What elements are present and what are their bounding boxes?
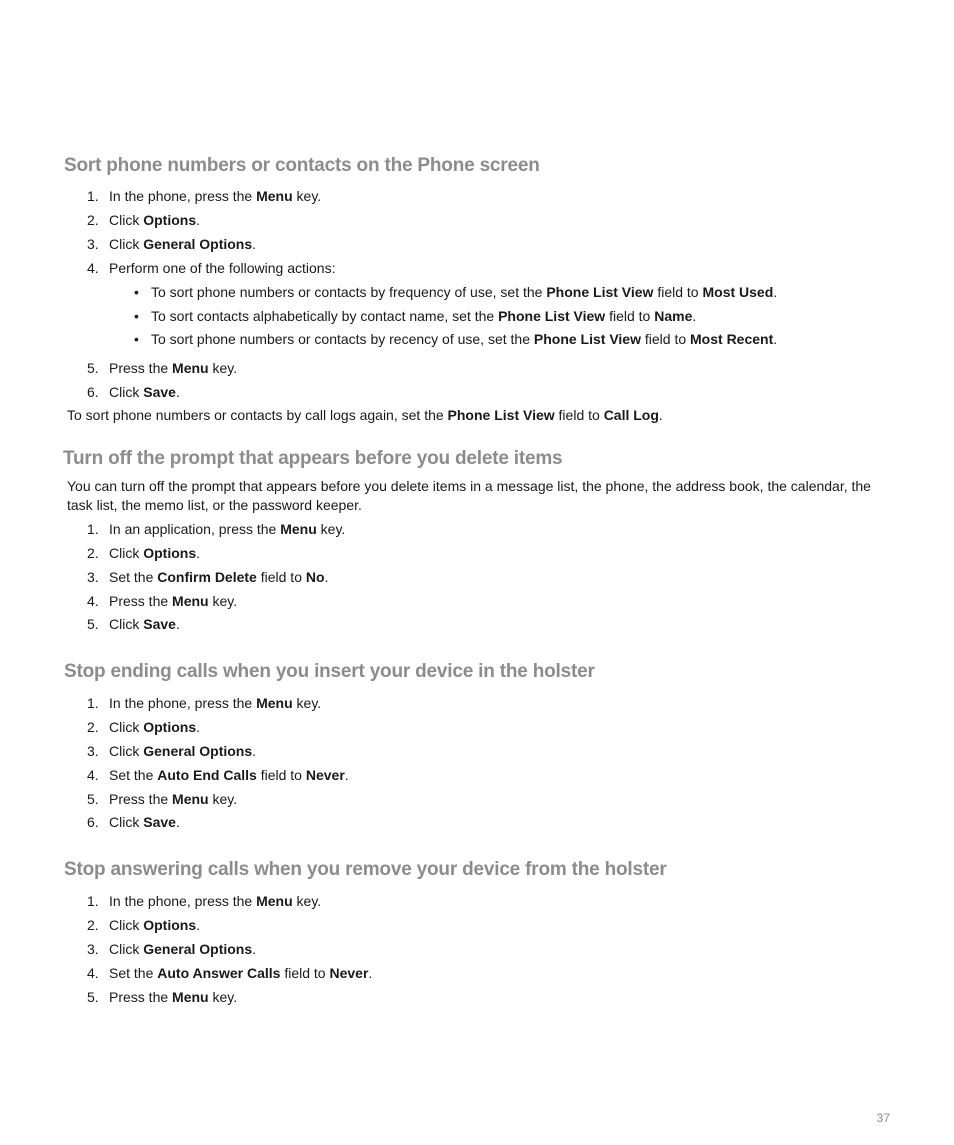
step-item: 1. In an application, press the Menu key.	[87, 521, 346, 537]
step-item: 6. Click Save.	[87, 814, 180, 830]
step-item: 3. Set the Confirm Delete field to No.	[87, 569, 329, 585]
step-item: 3. Click General Options.	[87, 941, 257, 957]
step-item: 1. In the phone, press the Menu key.	[87, 188, 322, 204]
step-item: 3. Click General Options.	[87, 236, 257, 252]
step-item: 5. Press the Menu key.	[87, 360, 238, 376]
bullet-item: • To sort contacts alphabetically by contact name, set the Phone List View field to Name.	[134, 308, 697, 324]
step-item: 4. Set the Auto Answer Calls field to Never.	[87, 965, 373, 981]
page-number: 37	[876, 1111, 890, 1125]
step-item: 2. Click Options.	[87, 719, 201, 735]
section-title-sort-phone-numbers: Sort phone numbers or contacts on the Phone screen	[64, 155, 540, 176]
bullet-item: • To sort phone numbers or contacts by recency of use, set the Phone List View field to Most Recent.	[134, 331, 778, 347]
bullet-item: • To sort phone numbers or contacts by frequency of use, set the Phone List View field to Most Used.	[134, 284, 778, 300]
step-item: 2. Click Options.	[87, 545, 201, 561]
step-item: 5. Press the Menu key.	[87, 989, 238, 1005]
section-title-stop-ending-calls: Stop ending calls when you insert your device in the holster	[64, 661, 595, 682]
section-title-stop-answering-calls: Stop answering calls when you remove your device from the holster	[64, 859, 667, 880]
step-item: 4. Perform one of the following actions:	[87, 260, 336, 276]
step-item: 6. Click Save.	[87, 384, 180, 400]
section-title-turn-off-prompt: Turn off the prompt that appears before you delete items	[63, 448, 563, 469]
step-item: 3. Click General Options.	[87, 743, 257, 759]
step-item: 4. Press the Menu key.	[87, 593, 238, 609]
step-item: 1. In the phone, press the Menu key.	[87, 695, 322, 711]
note-paragraph: To sort phone numbers or contacts by call logs again, set the Phone List View field to Call Log.	[67, 407, 663, 423]
step-item: 5. Click Save.	[87, 616, 180, 632]
step-item: 2. Click Options.	[87, 212, 201, 228]
intro-paragraph: You can turn off the prompt that appears before you delete items in a message list, the phone, the address book, the calendar, the task list, the memo list, or the password keeper.	[67, 478, 871, 513]
step-item: 5. Press the Menu key.	[87, 791, 238, 807]
step-item: 1. In the phone, press the Menu key.	[87, 893, 322, 909]
step-item: 2. Click Options.	[87, 917, 201, 933]
step-item: 4. Set the Auto End Calls field to Never.	[87, 767, 349, 783]
